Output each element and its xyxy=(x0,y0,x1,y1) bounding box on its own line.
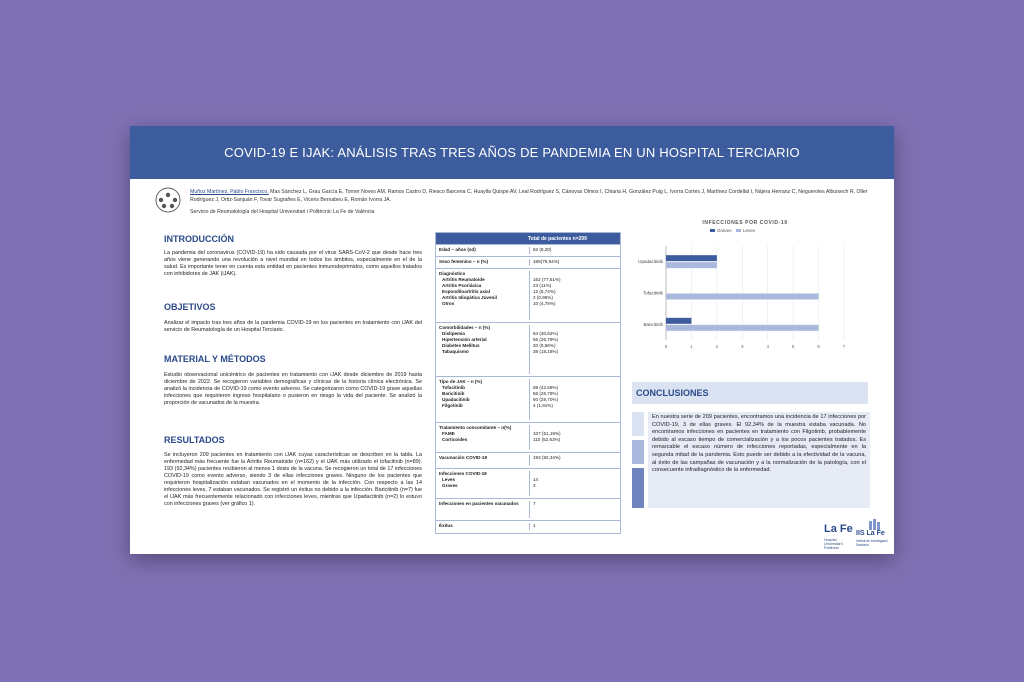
table-row-sublabel: Tofacitinib xyxy=(442,385,465,390)
table-row xyxy=(436,422,620,452)
table-row xyxy=(436,322,620,376)
table-row xyxy=(436,376,620,422)
table-row-label: Comorbilidades – n (%) xyxy=(439,325,491,330)
table-row-label: Vacunación COVID-19 xyxy=(439,455,487,460)
table-row-label: Tratamiento concomitante – n(%) xyxy=(439,425,512,430)
x-tick-label: 4 xyxy=(766,344,769,349)
x-tick-label: 2 xyxy=(715,344,719,349)
table-row-label: Infecciones en pacientes vacunados xyxy=(439,501,519,506)
table-row-sublabel: Leves xyxy=(442,477,456,482)
x-tick-label: 1 xyxy=(690,344,693,349)
category-label: Tofacitinib xyxy=(642,290,663,296)
table-row-value: 23 (11%) xyxy=(533,283,552,288)
x-tick-label: 6 xyxy=(817,344,820,349)
iis-building-icon xyxy=(868,518,882,530)
table-row-sublabel: Tabaquismo xyxy=(442,349,469,354)
table-row-sublabel: FAME xyxy=(442,431,455,436)
table-row-value: 1 xyxy=(533,523,536,528)
table-row-sublabel: Espondiloartritis axial xyxy=(442,289,490,294)
table-row xyxy=(436,244,620,256)
table-row-value: 162 (77,51%) xyxy=(533,277,561,282)
conclusions-text: En nuestra serie de 209 pacientes, encontramos una incidencia de 17 infecciones por COVID-19, 3 de ellas graves. El 92,34% de la muestra estaba vacunada. No encontramos infecciones en pacientes en tratamiento con Filgotinib, probablemente debido al escaso tiempo de comercialización y a los pocos pacientes tratados. Es remarcable el escaso número de infecciones reportadas, especialmente en la segunda mitad de la pandemia. Esto puede ser debido a la efectividad de la vacuna, al éxito de las campañas de vacunación y a la normalización de la patología, con el consecuente infradiagnóstico de la enfermedad. xyxy=(648,412,870,508)
table-row xyxy=(436,520,620,532)
table-row-value: 20 (9,56%) xyxy=(533,343,556,348)
poster-title: COVID-19 E IJAK: ANÁLISIS TRAS TRES AÑOS DE PANDEMIA EN UN HOSPITAL TERCIARIO xyxy=(130,126,894,179)
objectives-text: Analizar el impacto tras tres años de la pandemia COVID-19 en los pacientes en tratamiento con iJAK del servicio de Reumatología de un Hospital Terciario. xyxy=(164,320,422,333)
table-row-sublabel: Corticoides xyxy=(442,437,468,442)
table-row-label: Éxitus xyxy=(439,523,453,528)
x-tick-label: 3 xyxy=(741,344,744,349)
conclusions-accent-bars xyxy=(632,412,644,508)
table-row-value: 165(78,94%) xyxy=(533,259,560,264)
iis-logo: IIS La Fe xyxy=(856,530,885,537)
table-row xyxy=(436,468,620,498)
lafe-logo: La Fe xyxy=(824,523,853,535)
table-row-value: 56 (26,79%) xyxy=(533,337,559,342)
table-row xyxy=(436,452,620,468)
methods-heading: MATERIAL Y MÉTODOS xyxy=(164,354,266,364)
table-row-sublabel: Filgotinib xyxy=(442,403,463,408)
table-row-value: 3 xyxy=(533,483,536,488)
iis-logo-subtitle: Institut de Investigació Sanitària xyxy=(856,539,888,547)
table-row-value: 62 (8,20) xyxy=(533,247,552,252)
table-row-sublabel: Upadacitinib xyxy=(442,397,470,402)
methods-text: Estudio observacional unicéntrico de pacientes en tratamiento con iJAK desde diciembre de 2019 hasta diciembre de 2022. Se recogieron variables demográficas y clínicas de la historia clínica electrónica. Se analizó la incidencia de COVID-19 como evento adverso. Se categorizaron como COVID-19 grave aquellas infecciones que requirieron ingreso hospitalario o pusieron en riesgo la vida del paciente. Se analizó la proporción de vacunados de la muestra. xyxy=(164,372,422,406)
poster xyxy=(130,126,894,554)
authors-list xyxy=(190,188,880,204)
category-label: Upadacitinib xyxy=(638,259,663,265)
results-text: Se incluyeron 209 pacientes en tratamiento con iJAK cuyas características se describen en la tabla. La enfermedad más frecuente fue la Artritis Reumatoide (n=162) y el iJAK más utilizado el tofacitinib (n=89). 193 (92,34%) pacientes recibieron al menos 1 dosis de la vacuna. Se recogieron un total de 17 infecciones COVID-19 como evento adverso, siendo 3 de ellas infecciones graves. Ninguno de los pacientes que requirieron hospitalización estaban vacunados en el momento de la infección. Con respecto a las 14 infecciones leves, 7 estaban vacunados. Se registró un éxitus no debido a la infección. Baricitinib (n=7) fue el iJAK más frecuentemente relacionado con infecciones leves, mientras que Upadacitinib (n=2) lo estuvo con infecciones graves (ver gráfico 1). xyxy=(164,452,422,507)
intro-heading: INTRODUCCIÓN xyxy=(164,234,234,244)
table-row-value: 38 (18,18%) xyxy=(533,349,559,354)
lead-author: Muñoz Martínez, Pablo Francisco, xyxy=(190,189,269,195)
table-row-value: 193 (92,34%) xyxy=(533,455,561,460)
bar-graves-baricitinib xyxy=(666,318,691,324)
table-row-value: 2 (0,95%) xyxy=(533,295,553,300)
lafe-logo-subtitle: Hospital Universitari i Politècnic xyxy=(824,538,844,550)
table-row-sublabel: Artritis Psoriásica xyxy=(442,283,482,288)
table-row-label: Infecciones COVID-19 xyxy=(439,471,487,476)
intro-text: La pandemia del coronavirus (COVID-19) ha sido causada por el virus SARS-CoV-2 que desde hace tres años viene generando una revolución a nivel mundial en todos los ámbitos, especialmente en el de la salud. Es importante tener en cuenta esta entidad en pacientes inmunodeprimidos, como aquellos tratados con inhibidores de JAK (iJAK). xyxy=(164,250,422,277)
bar-leves-tofacitinib xyxy=(666,294,819,300)
table-row-value: 110 (52,63%) xyxy=(533,437,561,442)
covid-infections-chart xyxy=(630,218,860,368)
co-authors: Mas Sánchez L, Grau García E, Torner Noves AM, Ramos Castro D, Riesco Barcena C, Huaylla Quispe AV, Leal Rodríguez S, Cánovas Olmos I, Chiaria H, González Puig L, Ivorra Cortés J, Martínez Cordellat I, Nájera Herranz C, Negueroles Albuixech R, Oller Rodríguez J, Ortiz-Sanjuán F, Tovar Sugrañes E, Vicens Bernabeu E, Román Ivorra JA. xyxy=(190,189,868,203)
table-row xyxy=(436,268,620,322)
table-row-sublabel: Dislipemia xyxy=(442,331,465,336)
legend-swatch xyxy=(736,229,741,232)
table-row-value: 56 (26,79%) xyxy=(533,391,559,396)
table-row-sublabel: Hipertensión arterial xyxy=(442,337,487,342)
hospital-logo-icon xyxy=(152,186,184,214)
table-row-label: Tipo de JAK – n (%) xyxy=(439,379,483,384)
results-heading: RESULTADOS xyxy=(164,435,225,445)
conclusions-heading: CONCLUSIONES xyxy=(632,382,868,404)
legend-swatch xyxy=(710,229,715,232)
table-row-sublabel: Graves xyxy=(442,483,458,488)
bar-leves-baricitinib xyxy=(666,325,819,331)
table-row-value: 107 (51,19%) xyxy=(533,431,561,436)
table-row-label: Sexo femenino – n (%) xyxy=(439,259,489,264)
patients-table xyxy=(435,232,621,534)
bar-graves-upadacitinib xyxy=(666,255,717,261)
table-row-value: 64 (30,62%) xyxy=(533,331,559,336)
x-tick-label: 5 xyxy=(791,344,795,349)
table-row-value: 89 (42,58%) xyxy=(533,385,559,390)
table-row-value: 14 xyxy=(533,477,539,482)
chart-title: INFECCIONES POR COVID-19 xyxy=(702,220,788,226)
table-row-value: 12 (5,74%) xyxy=(533,289,556,294)
table-row xyxy=(436,256,620,268)
table-row-sublabel: Otros xyxy=(442,301,455,306)
table-row-value: 7 xyxy=(533,501,536,506)
table-row-value: 60 (28,70%) xyxy=(533,397,559,402)
table-row-sublabel: Baricitinib xyxy=(442,391,465,396)
table-row-value: 10 (4,78%) xyxy=(533,301,556,306)
objectives-heading: OBJETIVOS xyxy=(164,302,216,312)
x-tick-label: 0 xyxy=(664,344,668,349)
legend-label: Graves xyxy=(717,228,732,233)
table-body xyxy=(436,244,620,532)
table-row-sublabel: Artritis Reumatoide xyxy=(442,277,485,282)
table-row-label: Edad – años (sd) xyxy=(439,247,476,252)
bar-leves-upadacitinib xyxy=(666,262,717,268)
service-affiliation: Servicio de Reumatología del Hospital Universitari i Politècnic La Fe de València xyxy=(190,209,375,215)
table-row-sublabel: Diabetes Mellitus xyxy=(442,343,480,348)
table-row-sublabel: Artritis Idiopática Juvenil xyxy=(442,295,497,300)
table-header xyxy=(436,233,620,244)
chart-labels xyxy=(638,259,663,327)
table-row-value: 4 (1,91%) xyxy=(533,403,553,408)
table-row xyxy=(436,498,620,520)
table-row-label: Diagnóstico xyxy=(439,271,466,276)
chart-legend xyxy=(710,228,756,233)
x-tick-label: 7 xyxy=(842,344,846,349)
legend-label: Leves xyxy=(743,228,756,233)
category-label: Baricitinib xyxy=(643,321,663,327)
table-header-label: Total de pacientes n=209 xyxy=(528,235,587,242)
